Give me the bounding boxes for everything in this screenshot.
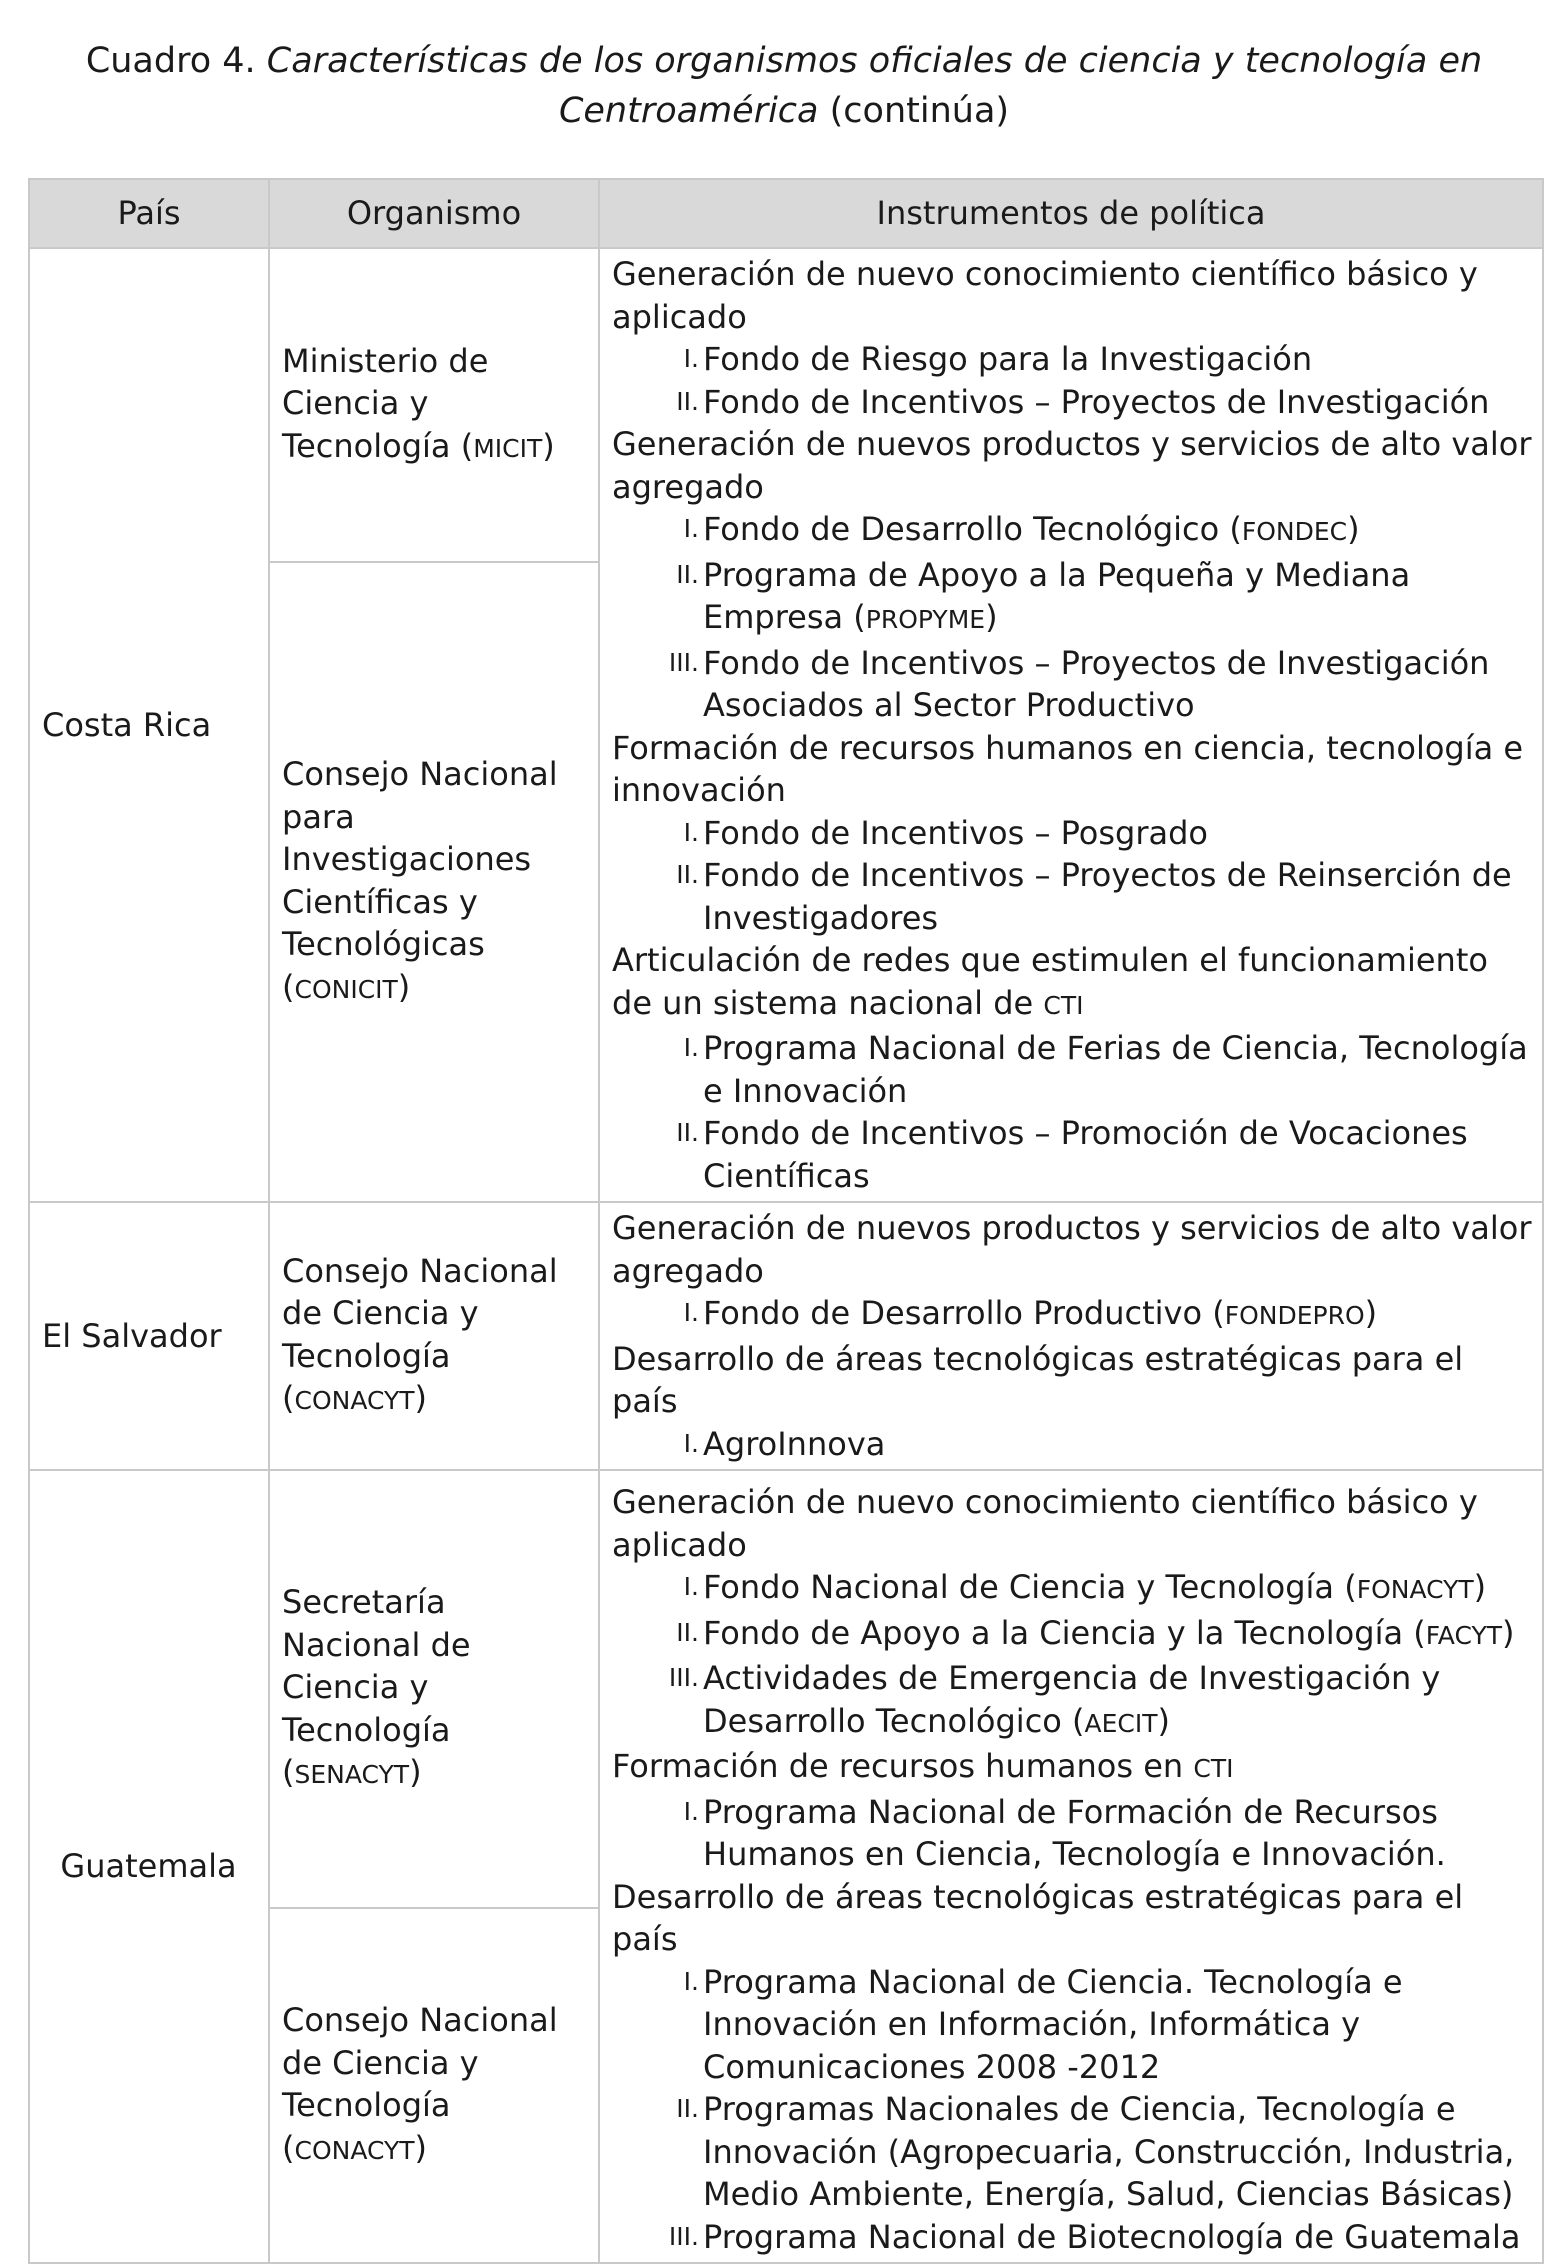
organism-acronym: CONACYT [294, 2135, 415, 2165]
science-organisms-table [28, 178, 1544, 2264]
item-text: Fondo Nacional de Ciencia y Tecnología ( [703, 1568, 1357, 1606]
item-text: Fondo de Riesgo para la Investigación [703, 340, 1313, 378]
organism-cell [269, 248, 599, 562]
instrument-item [612, 812, 1532, 855]
item-text: Fondo de Apoyo a la Ciencia y la Tecnología ( [703, 1613, 1426, 1652]
item-acronym: AECIT [1084, 1708, 1158, 1738]
organism-cell [269, 562, 599, 1202]
organism-name: Consejo Nacional de Ciencia y Tecnología ( [282, 2001, 558, 2167]
item-number: II. [676, 1617, 699, 1647]
item-close: ) [1364, 1294, 1378, 1332]
item-number: II. [676, 860, 699, 889]
item-acronym: FONDEC [1241, 517, 1348, 546]
organism-cell [269, 1202, 599, 1470]
item-number: I. [683, 1572, 699, 1601]
item-text: Programas Nacionales de Ciencia, Tecnología e Innovación (Agropecuaria, Construcción, Industria, Medio Ambiente, Energía, Salud, Ciencias Básicas) [703, 2090, 1515, 2213]
item-text: Fondo de Incentivos – Proyectos de Investigación [703, 382, 1490, 421]
table-caption [0, 36, 1568, 136]
caption-title-line-2: Centroamérica [558, 91, 819, 131]
organism-acronym: CONICIT [294, 974, 398, 1004]
organism-close: ) [409, 1753, 422, 1792]
item-text: Programa Nacional de Formación de Recursos Humanos en Ciencia, Tecnología e Innovación. [703, 1792, 1446, 1873]
instrument-item [612, 1791, 1532, 1876]
item-text: Actividades de Emergencia de Investigación y Desarrollo Tecnológico ( [703, 1659, 1441, 1740]
item-text: Fondo de Incentivos – Promoción de Vocaciones Científicas [703, 1114, 1468, 1195]
organism-cell [269, 1470, 599, 1908]
instrument-item [612, 1027, 1532, 1112]
item-text: AgroInnova [703, 1424, 886, 1463]
item-text: Programa Nacional de Biotecnología de Guatemala [703, 2217, 1521, 2256]
item-text: Programa de Apoyo a la Pequeña y Mediana Empresa ( [703, 555, 1411, 636]
item-text: Programa Nacional de Ciencia. Tecnología e Innovación en Información, Informática y Comunicaciones 2008 -2012 [703, 1962, 1403, 2086]
table-row [29, 1202, 1543, 1470]
item-close: ) [1347, 510, 1360, 548]
header-row [29, 179, 1543, 248]
item-acronym: FONDEPRO [1224, 1301, 1365, 1330]
item-number: I. [683, 1033, 699, 1062]
instrument-item [612, 1423, 1532, 1466]
instrument-item [612, 554, 1532, 642]
header-organism: Organismo [269, 179, 599, 248]
instrument-category [612, 1745, 1532, 1791]
item-number: I. [683, 1966, 699, 1996]
category-acronym: CTI [1043, 990, 1084, 1020]
item-number: III. [668, 2221, 699, 2251]
item-close: ) [1473, 1568, 1487, 1606]
item-number: I. [683, 1298, 699, 1327]
instrument-item [612, 1292, 1532, 1338]
organism-name: Secretaría Nacional de Ciencia y Tecnología ( [282, 1583, 471, 1792]
organism-acronym: MICIT [473, 433, 543, 463]
instrument-item [612, 1112, 1532, 1197]
organism-name: Ministerio de Ciencia y Tecnología ( [282, 341, 489, 465]
instrument-category: Generación de nuevo conocimiento científico básico y aplicado [612, 255, 1478, 336]
instrument-item [612, 642, 1532, 727]
header-country: País [29, 179, 269, 248]
item-number: II. [676, 559, 699, 589]
organism-close: ) [414, 1379, 428, 1417]
item-acronym: PROPYME [865, 605, 986, 634]
organism-name: Consejo Nacional para Investigaciones Científicas y Tecnológicas ( [282, 755, 558, 1006]
instruments-cell [599, 248, 1543, 1202]
instrument-category [612, 939, 1532, 1027]
instrument-item [612, 508, 1532, 554]
organism-close: ) [414, 2128, 428, 2167]
instrument-item [612, 381, 1532, 424]
instrument-item [612, 1961, 1532, 2089]
table-row [29, 1470, 1543, 1908]
item-number: I. [683, 344, 699, 373]
item-text: Fondo de Incentivos – Proyectos de Investigación Asociados al Sector Productivo [703, 643, 1490, 724]
instrument-category: Generación de nuevos productos y servicios de alto valor agregado [612, 1209, 1532, 1290]
item-close: ) [1157, 1701, 1170, 1740]
header-instruments: Instrumentos de política [599, 179, 1543, 248]
item-number: II. [676, 1118, 699, 1147]
instrument-category: Formación de recursos humanos en ciencia, tecnología e innovación [612, 728, 1524, 809]
instrument-category: Generación de nuevo conocimiento científico básico y aplicado [612, 1483, 1478, 1564]
country-cell: El Salvador [29, 1202, 269, 1470]
category-text: Formación de recursos humanos en [612, 1747, 1194, 1785]
table-row [29, 248, 1543, 562]
item-number: II. [676, 2094, 699, 2123]
instrument-item [612, 338, 1532, 381]
country-cell: Guatemala [29, 1470, 269, 2263]
item-number: I. [683, 1428, 699, 1458]
item-close: ) [1502, 1613, 1515, 1652]
instrument-item [612, 1566, 1532, 1612]
item-number: I. [683, 1796, 699, 1826]
organism-acronym: CONACYT [294, 1386, 415, 1415]
instrument-item [612, 854, 1532, 939]
item-text: Fondo de Desarrollo Tecnológico ( [703, 510, 1242, 548]
organism-name: Consejo Nacional de Ciencia y Tecnología ( [282, 1251, 558, 1417]
item-number: II. [676, 386, 699, 416]
item-close: ) [985, 598, 998, 636]
category-acronym: CTI [1193, 1754, 1234, 1783]
item-acronym: FONACYT [1356, 1575, 1474, 1604]
item-number: I. [683, 514, 699, 543]
organism-close: ) [542, 426, 555, 465]
instrument-item [612, 1657, 1532, 1745]
item-number: III. [668, 647, 699, 677]
instrument-item [612, 1612, 1532, 1658]
item-number: I. [683, 817, 699, 847]
caption-line-1 [0, 36, 1568, 86]
organism-close: ) [397, 967, 411, 1006]
caption-line-2 [0, 86, 1568, 136]
instrument-category: Generación de nuevos productos y servicios de alto valor agregado [612, 425, 1532, 506]
item-text: Fondo de Desarrollo Productivo ( [703, 1294, 1225, 1332]
instruments-cell [599, 1202, 1543, 1470]
caption-suffix: (continúa) [829, 91, 1010, 131]
instrument-category: Desarrollo de áreas tecnológicas estratégicas para el país [612, 1339, 1464, 1420]
organism-acronym: SENACYT [294, 1760, 410, 1790]
caption-title-line-1: Características de los organismos oficiales de ciencia y tecnología en [266, 41, 1483, 81]
item-acronym: FACYT [1425, 1620, 1503, 1650]
instrument-item [612, 2088, 1532, 2216]
item-text: Fondo de Incentivos – Posgrado [703, 813, 1208, 852]
instrument-item [612, 2216, 1532, 2259]
country-cell: Costa Rica [29, 248, 269, 1202]
category-text: Articulación de redes que estimulen el funcionamiento de un sistema nacional de [612, 941, 1488, 1022]
caption-prefix: Cuadro 4. [85, 41, 256, 81]
instrument-category: Desarrollo de áreas tecnológicas estratégicas para el país [612, 1877, 1464, 1958]
instruments-cell [599, 1470, 1543, 2263]
item-number: III. [668, 1663, 699, 1692]
item-text: Fondo de Incentivos – Proyectos de Reinserción de Investigadores [703, 856, 1512, 937]
organism-cell [269, 1908, 599, 2263]
item-text: Programa Nacional de Ferias de Ciencia, Tecnología e Innovación [703, 1029, 1528, 1110]
